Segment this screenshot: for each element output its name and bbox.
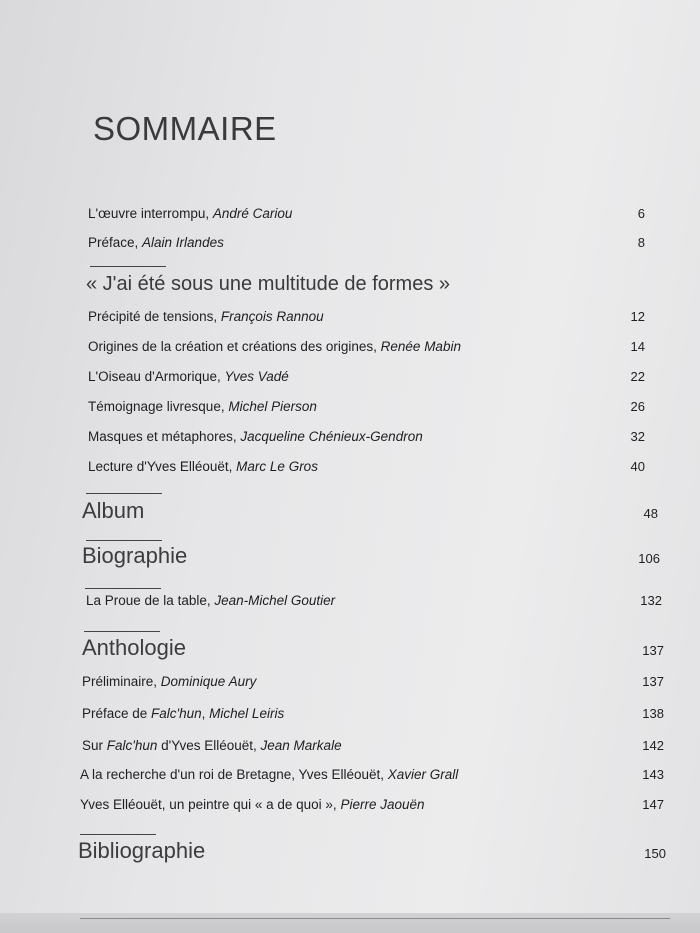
- section-album: Album 48: [82, 498, 658, 523]
- toc-entry: La Proue de la table, Jean-Michel Goutier 132: [86, 593, 662, 608]
- toc-entry: Masques et métaphores, Jacqueline Chénieux-Gendron 32: [88, 429, 645, 444]
- toc-entry: Précipité de tensions, François Rannou 12: [88, 309, 645, 324]
- section-rule: [90, 266, 166, 267]
- toc-entry: L'Oiseau d'Armorique, Yves Vadé 22: [88, 369, 645, 384]
- section-rule: [84, 631, 160, 632]
- toc-entry: Témoignage livresque, Michel Pierson 26: [88, 399, 645, 414]
- section-rule: [86, 493, 162, 494]
- section-bibliographie: Bibliographie 150: [78, 838, 666, 863]
- page-title: SOMMAIRE: [93, 110, 277, 147]
- page-edge-line: [80, 918, 670, 919]
- section-biographie: Biographie 106: [82, 543, 660, 568]
- toc-entry: Lecture d'Yves Elléouët, Marc Le Gros 40: [88, 459, 645, 474]
- section-rule: [86, 540, 162, 541]
- page-edge: [0, 913, 700, 933]
- toc-entry: L'œuvre interrompu, André Cariou 6: [88, 206, 645, 221]
- toc-entry: Sur Falc'hun d'Yves Elléouët, Jean Markale 142: [82, 738, 664, 753]
- toc-entry: A la recherche d'un roi de Bretagne, Yves Elléouët, Xavier Grall 143: [80, 767, 664, 782]
- section-title: « J'ai été sous une multitude de formes »: [86, 273, 451, 295]
- toc-entry: Yves Elléouët, un peintre qui « a de quoi », Pierre Jaouën 147: [80, 797, 664, 812]
- toc-entry: Préface de Falc'hun, Michel Leiris 138: [82, 706, 664, 721]
- section-rule: [80, 834, 156, 835]
- toc-entry: Origines de la création et créations des origines, Renée Mabin 14: [88, 339, 645, 354]
- section-anthologie: Anthologie 137: [82, 635, 664, 660]
- toc-entry: Préliminaire, Dominique Aury 137: [82, 674, 664, 689]
- section-rule: [85, 588, 161, 589]
- toc-entry: Préface, Alain Irlandes 8: [88, 235, 645, 250]
